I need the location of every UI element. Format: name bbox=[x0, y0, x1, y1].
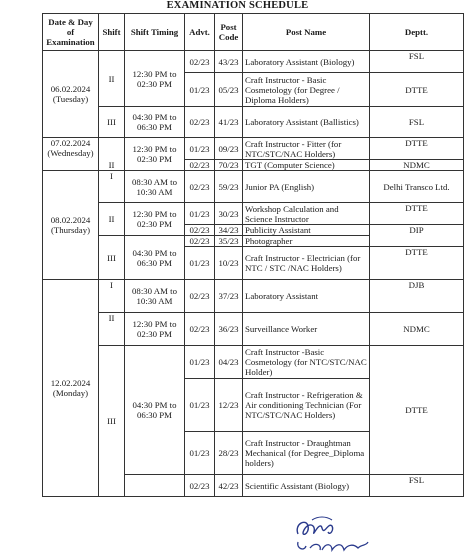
day-value: (Thursday) bbox=[50, 225, 91, 235]
page-title: EXAMINATION SCHEDULE bbox=[166, 0, 309, 11]
timing-cell bbox=[125, 475, 185, 497]
date-value: 12.02.2024 bbox=[50, 378, 91, 388]
shift-cell: II bbox=[99, 138, 125, 171]
timing-cell: 08:30 AM to 10:30 AM bbox=[125, 280, 185, 313]
date-value: 08.02.2024 bbox=[50, 215, 91, 225]
shift-cell: II bbox=[99, 203, 125, 236]
timing-cell: 04:30 PM to 06:30 PM bbox=[125, 346, 185, 475]
shift-cell: III bbox=[99, 236, 125, 280]
deptt-cell: DTTE bbox=[370, 73, 464, 107]
post-code-cell: 36/23 bbox=[215, 313, 243, 346]
header-date: Date & Day of Examination bbox=[43, 14, 99, 51]
advt-cell: 02/23 bbox=[185, 225, 215, 236]
post-code-cell: 30/23 bbox=[215, 203, 243, 225]
table-row bbox=[43, 203, 464, 225]
post-name-cell: Scientific Assistant (Biology) bbox=[243, 475, 370, 497]
shift-cell: I bbox=[99, 280, 125, 313]
post-code-cell: 59/23 bbox=[215, 171, 243, 203]
post-name-cell: Laboratory Assistant (Biology) bbox=[243, 51, 370, 73]
header-post-code: Post Code bbox=[215, 14, 243, 51]
post-name-cell: Craft Instructor - Fitter (for NTC/STC/NAC Holders) bbox=[243, 138, 370, 160]
deptt-cell: DTTE bbox=[370, 138, 464, 160]
date-cell bbox=[43, 51, 99, 138]
advt-cell: 01/23 bbox=[185, 379, 215, 432]
header-post-name: Post Name bbox=[243, 14, 370, 51]
deptt-cell: DTTE bbox=[370, 346, 464, 475]
post-code-cell: 70/23 bbox=[215, 160, 243, 171]
advt-cell: 01/23 bbox=[185, 203, 215, 225]
handwritten-signature bbox=[292, 514, 372, 556]
post-name-cell: Publicity Assistant bbox=[243, 225, 370, 236]
deptt-cell: DJB bbox=[370, 280, 464, 313]
table-row bbox=[43, 171, 464, 203]
post-code-cell: 09/23 bbox=[215, 138, 243, 160]
date-cell bbox=[43, 138, 99, 171]
post-name-cell: Craft Instructor - Electrician (for NTC / STC /NAC Holders) bbox=[243, 247, 370, 280]
post-name-cell: TGT (Computer Science) bbox=[243, 160, 370, 171]
post-code-cell: 42/23 bbox=[215, 475, 243, 497]
deptt-cell: FSL bbox=[370, 51, 464, 73]
deptt-cell: FSL bbox=[370, 107, 464, 138]
post-name-cell: Junior PA (English) bbox=[243, 171, 370, 203]
post-code-cell: 05/23 bbox=[215, 73, 243, 107]
timing-cell: 12:30 PM to 02:30 PM bbox=[125, 138, 185, 171]
header-row bbox=[43, 14, 464, 51]
schedule-table bbox=[42, 13, 464, 497]
post-code-cell: 34/23 bbox=[215, 225, 243, 236]
table-row bbox=[43, 346, 464, 379]
post-name-cell: Workshop Calculation and Science Instructor bbox=[243, 203, 370, 225]
post-code-cell: 37/23 bbox=[215, 280, 243, 313]
timing-cell: 12:30 PM to 02:30 PM bbox=[125, 313, 185, 346]
advt-cell: 02/23 bbox=[185, 475, 215, 497]
post-name-cell: Laboratory Assistant bbox=[243, 280, 370, 313]
post-code-cell: 10/23 bbox=[215, 247, 243, 280]
post-name-cell: Craft Instructor -Basic Cosmetology (for NTC/STC/NAC Holder) bbox=[243, 346, 370, 379]
advt-cell: 02/23 bbox=[185, 51, 215, 73]
post-code-cell: 28/23 bbox=[215, 432, 243, 475]
date-value: 06.02.2024 bbox=[50, 84, 91, 94]
advt-cell: 02/23 bbox=[185, 171, 215, 203]
shift-cell: III bbox=[99, 107, 125, 138]
post-name-cell: Photographer bbox=[243, 236, 370, 247]
table-row bbox=[43, 138, 464, 160]
post-name-cell: Laboratory Assistant (Ballistics) bbox=[243, 107, 370, 138]
timing-cell: 04:30 PM to 06:30 PM bbox=[125, 236, 185, 280]
shift-cell: III bbox=[99, 346, 125, 497]
timing-cell: 12:30 PM to 02:30 PM bbox=[125, 51, 185, 107]
timing-cell: 12:30 PM to 02:30 PM bbox=[125, 203, 185, 236]
post-name-cell: Craft Instructor - Refrigeration & Air conditioning Technician (For NTC/STC/NAC Holders) bbox=[243, 379, 370, 432]
advt-cell: 01/23 bbox=[185, 346, 215, 379]
advt-cell: 01/23 bbox=[185, 432, 215, 475]
advt-cell: 01/23 bbox=[185, 73, 215, 107]
date-cell bbox=[43, 280, 99, 497]
deptt-cell: DTTE bbox=[370, 203, 464, 225]
header-deptt: Deptt. bbox=[370, 14, 464, 51]
post-code-cell: 35/23 bbox=[215, 236, 243, 247]
deptt-cell: DIP bbox=[370, 225, 464, 247]
advt-cell: 02/23 bbox=[185, 160, 215, 171]
advt-cell: 02/23 bbox=[185, 280, 215, 313]
post-name-cell: Surveillance Worker bbox=[243, 313, 370, 346]
post-code-cell: 41/23 bbox=[215, 107, 243, 138]
post-name-cell: Craft Instructor - Basic Cosmetology (for Degree / Diploma Holders) bbox=[243, 73, 370, 107]
table-row bbox=[43, 107, 464, 138]
deptt-cell: NDMC bbox=[370, 313, 464, 346]
deptt-cell: NDMC bbox=[370, 160, 464, 171]
timing-cell: 08:30 AM to 10:30 AM bbox=[125, 171, 185, 203]
table-row bbox=[43, 51, 464, 73]
post-code-cell: 43/23 bbox=[215, 51, 243, 73]
day-value: (Monday) bbox=[52, 388, 89, 398]
advt-cell: 01/23 bbox=[185, 138, 215, 160]
shift-cell: II bbox=[99, 313, 125, 346]
post-name-cell: Craft Instructor - Draughtman Mechanical (for Degree_Diploma holders) bbox=[243, 432, 370, 475]
header-timing: Shift Timing bbox=[125, 14, 185, 51]
deptt-cell: DTTE bbox=[370, 247, 464, 280]
shift-cell: II bbox=[99, 51, 125, 107]
advt-cell: 01/23 bbox=[185, 247, 215, 280]
advt-cell: 02/23 bbox=[185, 107, 215, 138]
advt-cell: 02/23 bbox=[185, 313, 215, 346]
date-value: 07.02.2024 bbox=[50, 138, 91, 148]
header-shift: Shift bbox=[99, 14, 125, 51]
post-code-cell: 04/23 bbox=[215, 346, 243, 379]
shift-cell: I bbox=[99, 171, 125, 203]
day-value: (Tuesday) bbox=[52, 94, 89, 104]
header-advt: Advt. bbox=[185, 14, 215, 51]
deptt-cell: Delhi Transco Ltd. bbox=[370, 171, 464, 203]
advt-cell: 02/23 bbox=[185, 236, 215, 247]
table-row bbox=[43, 313, 464, 346]
date-cell bbox=[43, 171, 99, 280]
day-value: (Wednesday) bbox=[47, 148, 94, 158]
timing-cell: 04:30 PM to 06:30 PM bbox=[125, 107, 185, 138]
deptt-cell: FSL bbox=[370, 475, 464, 497]
table-row bbox=[43, 280, 464, 313]
post-code-cell: 12/23 bbox=[215, 379, 243, 432]
